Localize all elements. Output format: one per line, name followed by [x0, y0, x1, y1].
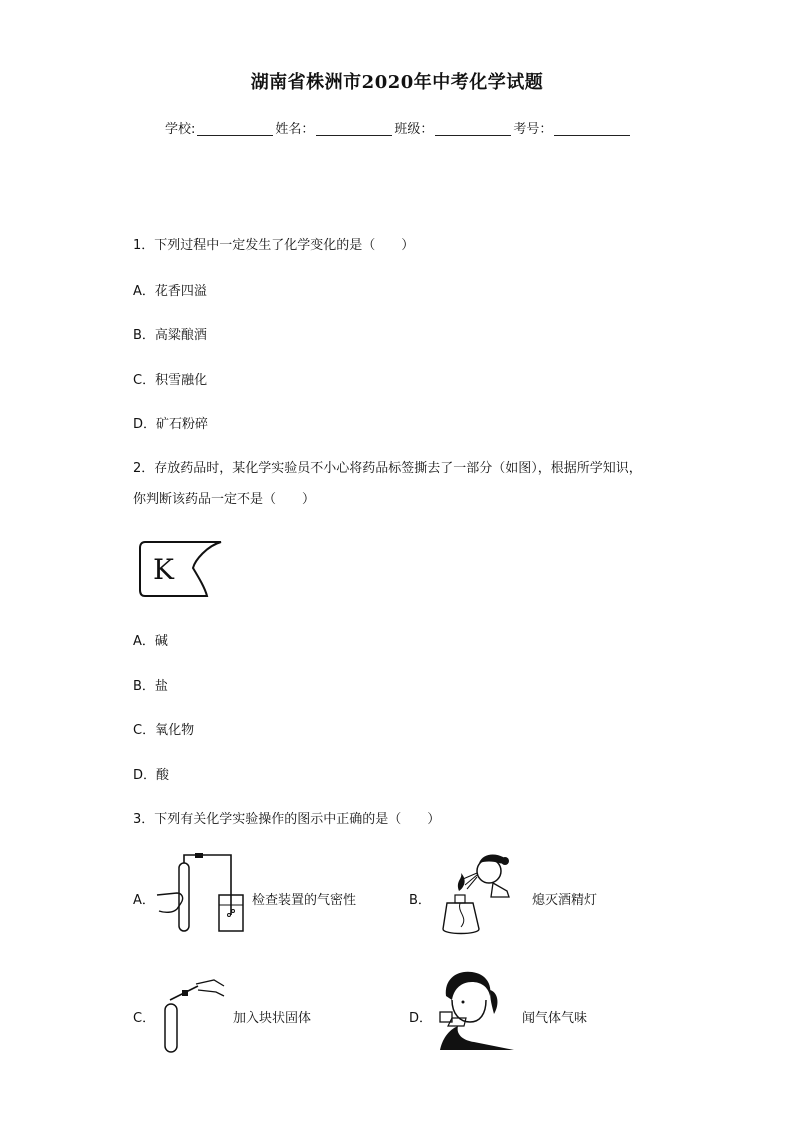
school-label: 学校:	[165, 122, 196, 137]
adding-block-solid-figure	[158, 978, 228, 1056]
number-label: 考号：	[513, 122, 553, 137]
q3-option-a-letter[interactable]: A．	[133, 893, 155, 908]
q2-option-d[interactable]: D．酸	[133, 768, 170, 783]
airtightness-check-figure	[155, 853, 245, 935]
q1-option-c[interactable]: C．积雪融化	[133, 373, 208, 388]
q3-option-d-letter[interactable]: D．	[409, 1011, 433, 1026]
name-label: 姓名：	[275, 122, 315, 137]
student-info-line	[165, 118, 632, 137]
class-blank[interactable]	[435, 121, 511, 136]
q3-option-c-caption: 加入块状固体	[233, 1011, 312, 1026]
q1-option-d[interactable]: D．矿石粉碎	[133, 417, 209, 432]
blowing-alcohol-lamp-figure	[433, 851, 515, 941]
q2-option-c[interactable]: C．氧化物	[133, 723, 195, 738]
name-blank[interactable]	[316, 121, 392, 136]
q3-option-b-letter[interactable]: B．	[409, 893, 431, 908]
class-label: 班级：	[394, 122, 434, 137]
q3-option-c-letter[interactable]: C．	[133, 1011, 156, 1026]
q3-option-b-caption: 熄灭酒精灯	[532, 893, 598, 908]
school-blank[interactable]	[197, 121, 273, 136]
q3-option-a-caption: 检查装置的气密性	[252, 893, 357, 908]
q2-option-b[interactable]: B．盐	[133, 679, 168, 694]
q3-option-d-caption: 闻气体气味	[522, 1011, 588, 1026]
label-letter: K	[153, 553, 174, 586]
smelling-gas-figure	[436, 970, 516, 1054]
q1-option-a[interactable]: A．花香四溢	[133, 284, 207, 299]
q1-stem: 1．下列过程中一定发生了化学变化的是（ ）	[133, 238, 415, 253]
number-blank[interactable]	[554, 121, 630, 136]
page-title: 湖南省株洲市2020年中考化学试题	[250, 72, 544, 93]
q2-stem-line2: 你判断该药品一定不是（ ）	[133, 492, 316, 507]
q1-option-b[interactable]: B．高粱酿酒	[133, 328, 207, 343]
q2-option-a[interactable]: A．碱	[133, 634, 168, 649]
q2-stem-line1: 2．存放药品时，某化学实验员不小心将药品标签撕去了一部分（如图），根据所学知识，	[133, 461, 642, 476]
q3-stem: 3．下列有关化学实验操作的图示中正确的是（ ）	[133, 812, 441, 827]
torn-label-figure	[137, 538, 227, 602]
